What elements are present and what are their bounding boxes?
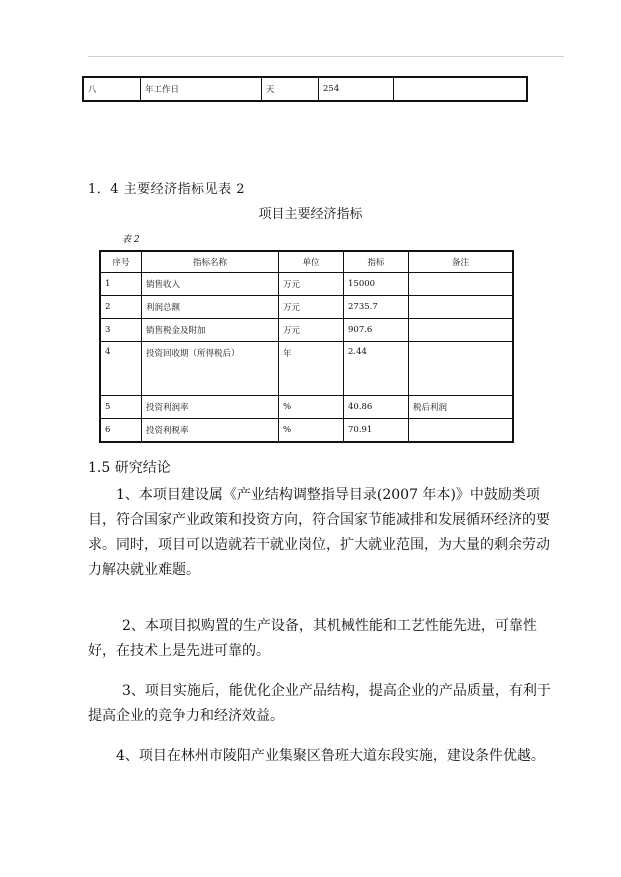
table-cell: 销售税金及附加 [142,319,279,342]
table-row [83,77,527,101]
table-row [100,296,513,319]
table-cell: 万元 [279,296,344,319]
conclusion-paragraph [88,614,562,664]
table-cell [409,342,514,396]
table-cell: 2 [100,296,142,319]
table-cell: 5 [100,396,142,419]
table-cell: 1 [100,273,142,296]
column-header: 备注 [409,251,514,273]
table-cell: 利润总额 [142,296,279,319]
table-cell: 907.6 [344,319,409,342]
table-row [100,419,513,443]
column-header: 指标 [344,251,409,273]
conclusion-paragraph [88,744,562,769]
table-number: 表 2 [122,235,140,245]
table-cell: % [279,396,344,419]
table-cell: 投资利润率 [142,396,279,419]
table-cell [394,77,528,101]
section-heading-1-4: 1．4 主要经济指标见表 2 [88,182,246,197]
table-cell [409,273,514,296]
table-cell: 天 [262,77,319,101]
conclusion-text: 1、本项目建设属《产业结构调整指导目录(2007 年本)》中鼓励类项目，符合国家产业政策和投资方向，符合国家节能减排和发展循环经济的要求。同时，项目可以造就若干就业岗位，扩大就业范围，为大量的剩余劳动力解决就业难题。 [88,487,550,578]
column-header: 单位 [279,251,344,273]
workdays-table [82,76,528,102]
table-row [100,319,513,342]
table-cell: 万元 [279,319,344,342]
table-row [100,273,513,296]
table-cell: 70.91 [344,419,409,443]
table-header-row [100,251,513,273]
table-cell: 投资回收期（所得税后） [142,342,279,396]
table-row [100,396,513,419]
table-cell: 税后利润 [409,396,514,419]
conclusion-paragraph [88,679,562,729]
table-row [100,342,513,396]
table-cell: 年 [279,342,344,396]
table-title: 项目主要经济指标 [258,207,363,222]
table-cell: 40.86 [344,396,409,419]
table-cell: 4 [100,342,142,396]
section-heading-1-5: 1.5 研究结论 [88,460,171,476]
table-cell [409,419,514,443]
table-cell: 年工作日 [141,77,262,101]
table-cell: % [279,419,344,443]
conclusion-text: 3、项目实施后，能优化企业产品结构，提高企业的产品质量，有利于提高企业的竞争力和经济效益。 [88,683,551,724]
conclusion-text: 4、项目在林州市陵阳产业集聚区鲁班大道东段实施，建设条件优越。 [116,748,545,764]
table-cell [409,319,514,342]
table-cell: 2735.7 [344,296,409,319]
table-cell: 万元 [279,273,344,296]
table-cell: 6 [100,419,142,443]
conclusion-paragraph [88,483,562,583]
table-cell: 3 [100,319,142,342]
conclusion-text: 2、本项目拟购置的生产设备，其机械性能和工艺性能先进，可靠性好，在技术上是先进可靠的。 [88,618,537,659]
column-header: 序号 [100,251,142,273]
header-rule [88,56,564,57]
table-cell [409,296,514,319]
column-header: 指标名称 [142,251,279,273]
table-cell: 八 [83,77,141,101]
table-cell: 254 [319,77,394,101]
table-cell: 销售收入 [142,273,279,296]
economic-indicators-table [99,250,514,443]
table-cell: 投资利税率 [142,419,279,443]
table-cell: 15000 [344,273,409,296]
table-cell: 2.44 [344,342,409,396]
